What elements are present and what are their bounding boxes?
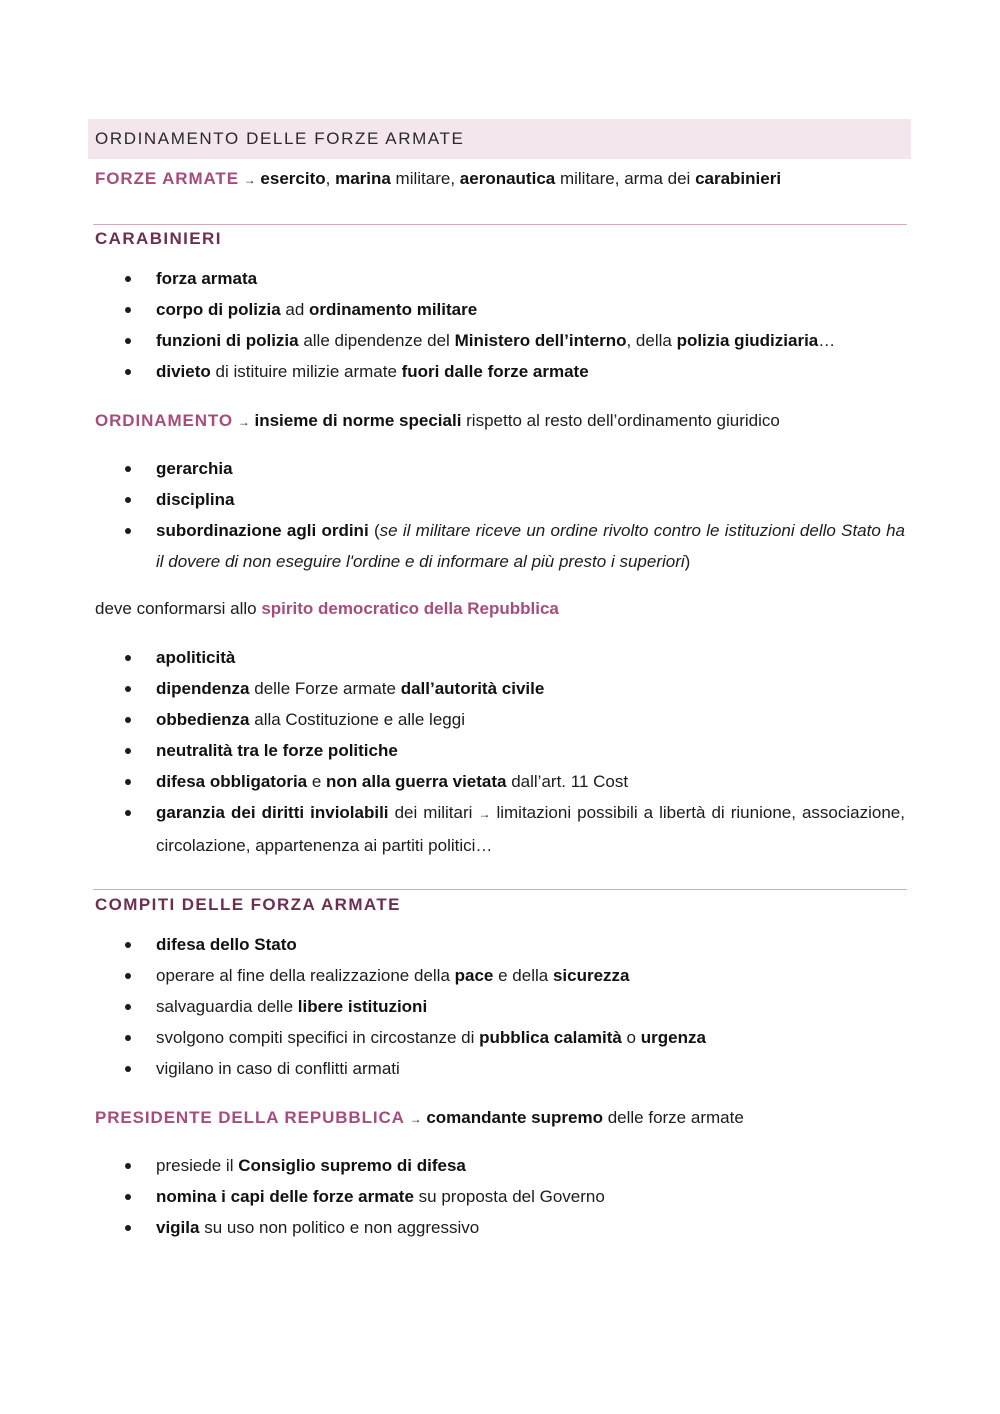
bold-text: nomina i capi delle forze armate <box>156 1187 414 1206</box>
list-item <box>0 1022 1000 1053</box>
list-item <box>0 960 1000 991</box>
bold-text: Consiglio supremo di difesa <box>238 1156 466 1175</box>
compiti-heading-line <box>95 894 905 916</box>
list-item <box>0 356 1000 387</box>
list-item <box>0 453 1000 484</box>
bold-text: neutralità tra le forze politiche <box>156 741 398 760</box>
arrow-icon: → <box>409 1112 422 1126</box>
section-divider <box>93 224 907 225</box>
section-heading-compiti: COMPITI DELLE FORZA ARMATE <box>95 895 401 914</box>
list-item <box>0 929 1000 960</box>
carabinieri-heading-line <box>95 228 905 250</box>
bold-text: divieto <box>156 362 211 381</box>
list-item <box>0 766 1000 797</box>
text-sep: , <box>325 169 336 188</box>
title-banner <box>88 119 911 159</box>
text-militare: militare, <box>390 169 460 188</box>
bold-text: dall’autorità civile <box>400 679 545 698</box>
italic-text: se il militare riceve un ordine rivolto contro le istituzioni dello Stato ha il dovere di non eseguire l'ordine e di informare al più presto i superiori <box>156 521 905 571</box>
bold-text: pubblica calamità <box>479 1028 622 1047</box>
text-aeronautica: aeronautica <box>459 169 556 188</box>
list-item <box>0 735 1000 766</box>
bold-text: forza armata <box>156 269 258 288</box>
list-item <box>0 797 1000 861</box>
plain-text: vigilano in caso di conflitti armati <box>156 1059 400 1078</box>
ordinamento-line <box>95 410 905 433</box>
list-item <box>0 1053 1000 1084</box>
highlight-text: spirito democratico della Repubblica <box>261 599 559 618</box>
bold-text: libere istituzioni <box>297 997 428 1016</box>
list-item <box>0 642 1000 673</box>
text-arma: militare, arma dei <box>555 169 696 188</box>
bold-text: gerarchia <box>156 459 233 478</box>
bold-text: comandante supremo <box>426 1108 603 1127</box>
bold-text: dipendenza <box>156 679 250 698</box>
bold-text: sicurezza <box>552 966 630 985</box>
presidente-list <box>0 1150 1000 1243</box>
plain-text: e <box>307 772 327 791</box>
plain-text: svolgono compiti specifici in circostanze di <box>156 1028 480 1047</box>
spirito-line <box>95 598 905 620</box>
plain-text: presiede il <box>156 1156 239 1175</box>
bold-text: vigila <box>156 1218 200 1237</box>
list-item <box>0 1212 1000 1243</box>
arrow-icon: → <box>478 807 491 821</box>
presidente-label: PRESIDENTE DELLA REPUBBLICA <box>95 1108 405 1127</box>
plain-text: ad <box>280 300 310 319</box>
plain-text: operare al fine della realizzazione della <box>156 966 455 985</box>
bold-text: ordinamento militare <box>309 300 478 319</box>
arrow-icon: → <box>237 415 250 429</box>
spirito-list <box>0 642 1000 861</box>
presidente-line <box>95 1107 905 1130</box>
plain-text: dall’art. 11 Cost <box>506 772 629 791</box>
section-divider <box>93 889 907 890</box>
plain-text: ( <box>368 521 380 540</box>
ordinamento-label: ORDINAMENTO <box>95 411 234 430</box>
plain-text: , della <box>626 331 677 350</box>
plain-text: delle forze armate <box>602 1108 744 1127</box>
list-item <box>0 515 1000 577</box>
plain-text: alle dipendenze del <box>298 331 455 350</box>
plain-text: limitazioni possibili a libertà di riunione, associazione, circolazione, appartenenza ai partiti politici… <box>156 803 905 855</box>
bold-text: insieme di norme speciali <box>254 411 462 430</box>
forze-armate-label: FORZE ARMATE <box>95 169 239 188</box>
page-title: ORDINAMENTO DELLE FORZE ARMATE <box>95 129 465 148</box>
list-item <box>0 1150 1000 1181</box>
bold-text: corpo di polizia <box>156 300 281 319</box>
bold-text: funzioni di polizia <box>156 331 299 350</box>
plain-text: salvaguardia delle <box>156 997 298 1016</box>
plain-text: o <box>621 1028 641 1047</box>
section-heading-carabinieri: CARABINIERI <box>95 229 222 248</box>
bold-text: pace <box>454 966 494 985</box>
plain-text: di istituire milizie armate <box>210 362 402 381</box>
text-carabinieri: carabinieri <box>695 169 782 188</box>
carabinieri-list <box>0 263 1000 387</box>
list-item <box>0 263 1000 294</box>
list-item <box>0 294 1000 325</box>
bold-text: disciplina <box>156 490 235 509</box>
plain-text: delle Forze armate <box>249 679 401 698</box>
bold-text: polizia giudiziaria <box>676 331 819 350</box>
list-item <box>0 991 1000 1022</box>
bold-text: non alla guerra vietata <box>326 772 507 791</box>
bold-text: apoliticità <box>156 648 236 667</box>
list-item <box>0 704 1000 735</box>
compiti-list <box>0 929 1000 1084</box>
plain-text: e della <box>493 966 553 985</box>
plain-text: deve conformarsi allo <box>95 599 262 618</box>
bold-text: urgenza <box>640 1028 706 1047</box>
plain-text: rispetto al resto dell’ordinamento giuridico <box>461 411 780 430</box>
plain-text: su uso non politico e non aggressivo <box>199 1218 480 1237</box>
text-marina: marina <box>335 169 391 188</box>
bold-text: subordinazione agli ordini <box>156 521 369 540</box>
list-item <box>0 325 1000 356</box>
bold-text: garanzia dei diritti inviolabili <box>156 803 389 822</box>
forze-armate-line <box>95 168 905 191</box>
bold-text: Ministero dell’interno <box>454 331 627 350</box>
list-item <box>0 484 1000 515</box>
bold-text: obbedienza <box>156 710 250 729</box>
plain-text: su proposta del Governo <box>413 1187 605 1206</box>
text-esercito: esercito <box>260 169 326 188</box>
bold-text: fuori dalle forze armate <box>401 362 589 381</box>
bold-text: difesa dello Stato <box>156 935 297 954</box>
plain-text: alla Costituzione e alle leggi <box>249 710 465 729</box>
arrow-icon: → <box>243 173 256 187</box>
bold-text: difesa obbligatoria <box>156 772 308 791</box>
plain-text: dei militari <box>388 803 479 822</box>
list-item <box>0 1181 1000 1212</box>
ordinamento-list <box>0 453 1000 577</box>
list-item <box>0 673 1000 704</box>
plain-text: … <box>818 331 836 350</box>
plain-text: ) <box>684 552 691 571</box>
